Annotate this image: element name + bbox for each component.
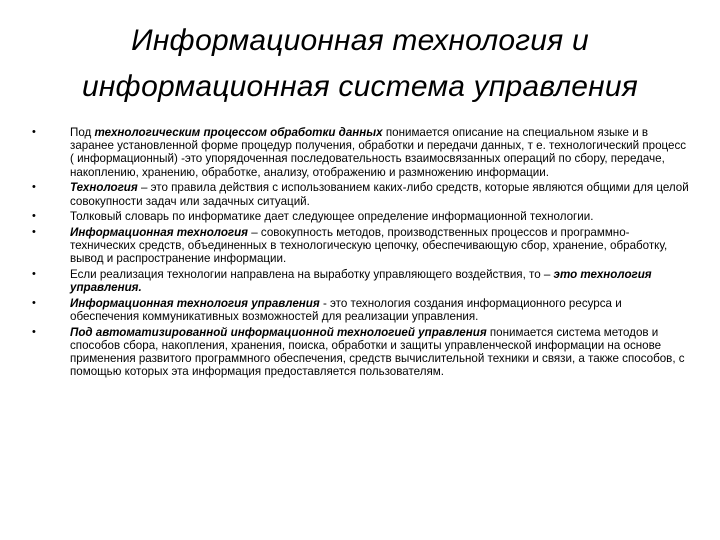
- item-term: Технология: [70, 181, 138, 195]
- bullet-icon: •: [32, 181, 36, 194]
- list-item: [32, 181, 692, 207]
- list-item: [32, 226, 692, 266]
- bullet-icon: •: [32, 126, 36, 138]
- item-term: это технология управления.: [70, 268, 652, 295]
- list-item: [32, 126, 692, 179]
- item-term: технологическим процессом обработки данных: [94, 126, 383, 139]
- slide-title: [20, 18, 700, 110]
- item-term: Информационная технология управления: [70, 296, 320, 310]
- item-text-post: – совокупность методов, производственных процессов и программно-технических средств, объединенных в технологическую цепочку, обеспечивающую сбор, хранение, обработку, вывод и распространение информации.: [70, 225, 668, 266]
- item-text-post: понимается система методов и способов сбора, накопления, хранения, поиска, обработки и защиты управленческой информации на основе применения развитого программного обеспечения, средств вычислительной техники и связи, а также способов, с помощью которых эта информация предоставляется пользователям.: [70, 325, 685, 379]
- slide-title-line-1: Информационная технология и: [131, 24, 589, 57]
- item-term: Информационная технология: [70, 225, 249, 239]
- item-text-post: – это правила действия с использованием каких-либо средств, которые являются общими для целой совокупности задач или задачных ситуаций.: [70, 181, 689, 208]
- list-item: [32, 268, 692, 294]
- item-text-pre: Толковый словарь по информатике дает следующее определение информационной технологии.: [70, 210, 594, 224]
- list-item: [32, 297, 692, 323]
- bullet-icon: •: [32, 268, 36, 281]
- bullet-list: [32, 126, 692, 381]
- list-item: [32, 210, 692, 223]
- bullet-icon: •: [32, 296, 36, 309]
- item-text-post: понимается описание на специальном языке и в заранее установленной форме процедур получения, обработки и передачи данных, т е. технологический процесс ( информационный) -это упорядоченная последовательность взаимосвязанных операций по сбору, передаче, накоплению, хранению, обработке, анализу, отображению и размножению информации.: [70, 126, 687, 179]
- item-term: Под автоматизированной информационной технологией управления: [70, 325, 487, 339]
- bullet-icon: •: [32, 225, 36, 238]
- item-text-post: - это технология создания информационного ресурса и обеспечения коммуникативных возможностей для реализации управления.: [70, 296, 622, 324]
- item-text-pre: Под: [70, 126, 95, 139]
- list-item: [32, 326, 692, 379]
- item-text-pre: Если реализация технологии направлена на выработку управляющего воздействия, то –: [70, 268, 554, 282]
- bullet-icon: •: [32, 325, 36, 338]
- slide-title-line-2: информационная система управления: [81, 70, 639, 103]
- bullet-icon: •: [32, 210, 36, 223]
